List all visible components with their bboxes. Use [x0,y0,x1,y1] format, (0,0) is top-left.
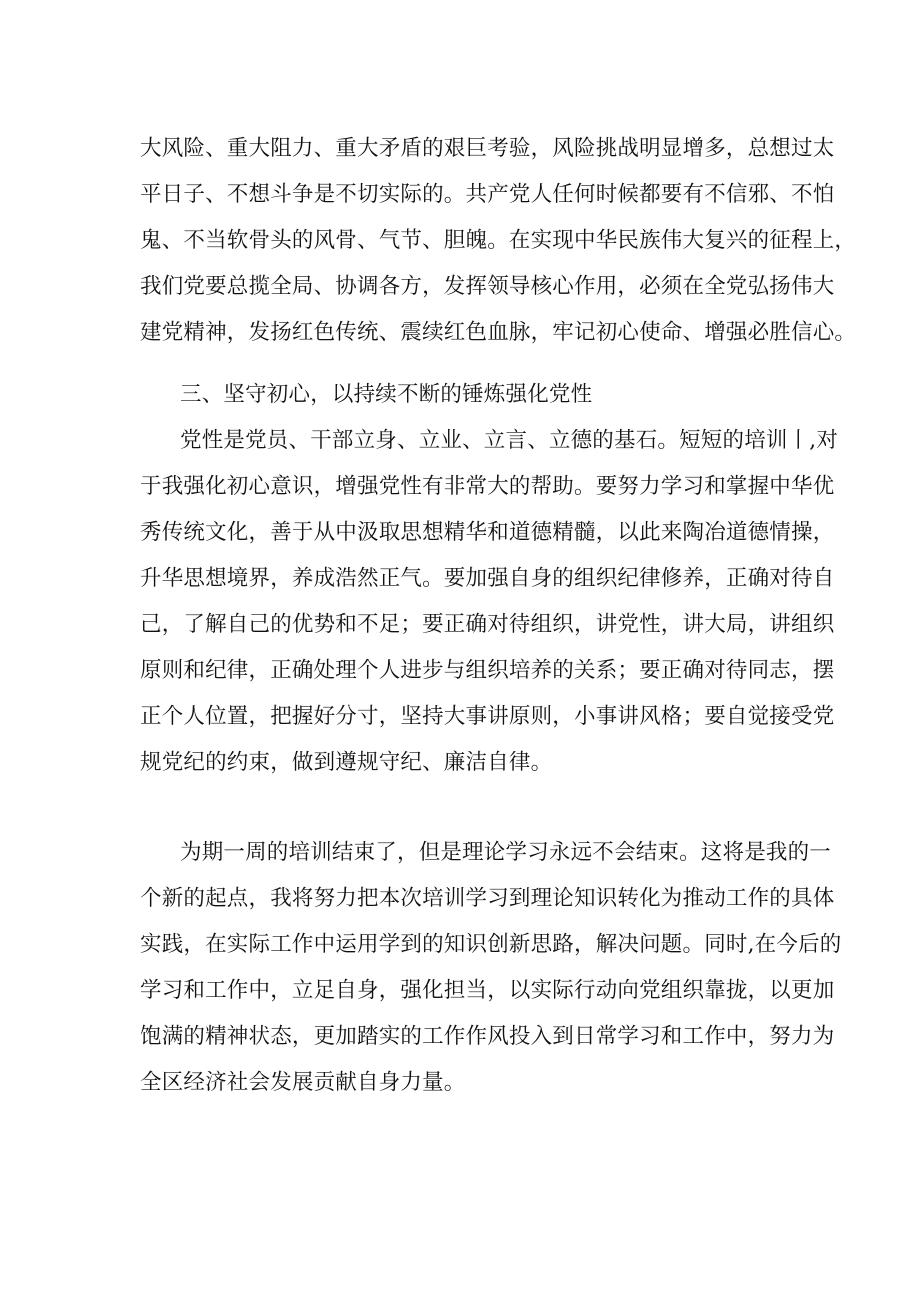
paragraph-line: 升华思想境界，养成浩然正气。要加强自身的组织纪律修养，正确对待自 [140,566,835,591]
paragraph-risk-challenges [140,126,857,356]
paragraph-line: 于我强化初心意识，增强党性有非常大的帮助。要努力学习和掌握中华优 [140,474,835,499]
paragraph-line: 全区经济社会发展贡献自身力量。 [140,1070,466,1095]
paragraph-line: 我们党要总揽全局、协调各方，发挥领导核心作用，必须在全党弘扬伟大 [140,274,835,299]
paragraph-line: 平日子、不想斗争是不切实际的。共产党人任何时候都要有不信邪、不怕 [140,182,835,207]
paragraph-line: 饱满的精神状态，更加踏实的工作作风投入到日常学习和工作中，努力为 [140,1024,835,1049]
paragraph-line: 党性是党员、干部立身、立业、立言、立德的基石。短短的培训丨,对 [180,428,839,453]
paragraph-line: 己，了解自己的优势和不足；要正确对待组织，讲党性，讲大局，讲组织 [140,612,835,637]
paragraph-line: 为期一周的培训结束了，但是理论学习永远不会结束。这将是我的一 [180,840,832,865]
paragraph-line: 学习和工作中，立足自身，强化担当，以实际行动向党组织靠拢，以更加 [140,978,835,1003]
paragraph-line: 大风险、重大阻力、重大矛盾的艰巨考验，风险挑战明显增多，总想过太 [140,136,835,161]
section-heading-text: 三、坚守初心，以持续不断的锤炼强化党性 [180,382,593,407]
paragraph-line: 个新的起点，我将努力把本次培训学习到理论知识转化为推动工作的具体 [140,886,835,911]
paragraph-line: 秀传统文化，善于从中汲取思想精华和道德精髓，以此来陶冶道德情操， [140,520,835,545]
paragraph-line: 规党纪的约束，做到遵规守纪、廉洁自律。 [140,750,553,775]
paragraph-party-spirit [140,418,839,786]
paragraph-line: 正个人位置，把握好分寸，坚持大事讲原则，小事讲风格；要自觉接受党 [140,704,835,729]
paragraph-line: 实践，在实际工作中运用学到的知识创新思路，解决问题。同时,在今后的 [140,932,842,957]
section-heading [180,372,800,418]
paragraph-line: 鬼、不当软骨头的风骨、气节、胆魄。在实现中华民族伟大复兴的征程上， [140,228,857,253]
paragraph-line: 原则和纪律，正确处理个人进步与组织培养的关系；要正确对待同志，摆 [140,658,835,683]
paragraph-line: 建党精神，发扬红色传统、震续红色血脉，牢记初心使命、增强必胜信心。 [140,320,857,345]
paragraph-conclusion [140,830,842,1106]
